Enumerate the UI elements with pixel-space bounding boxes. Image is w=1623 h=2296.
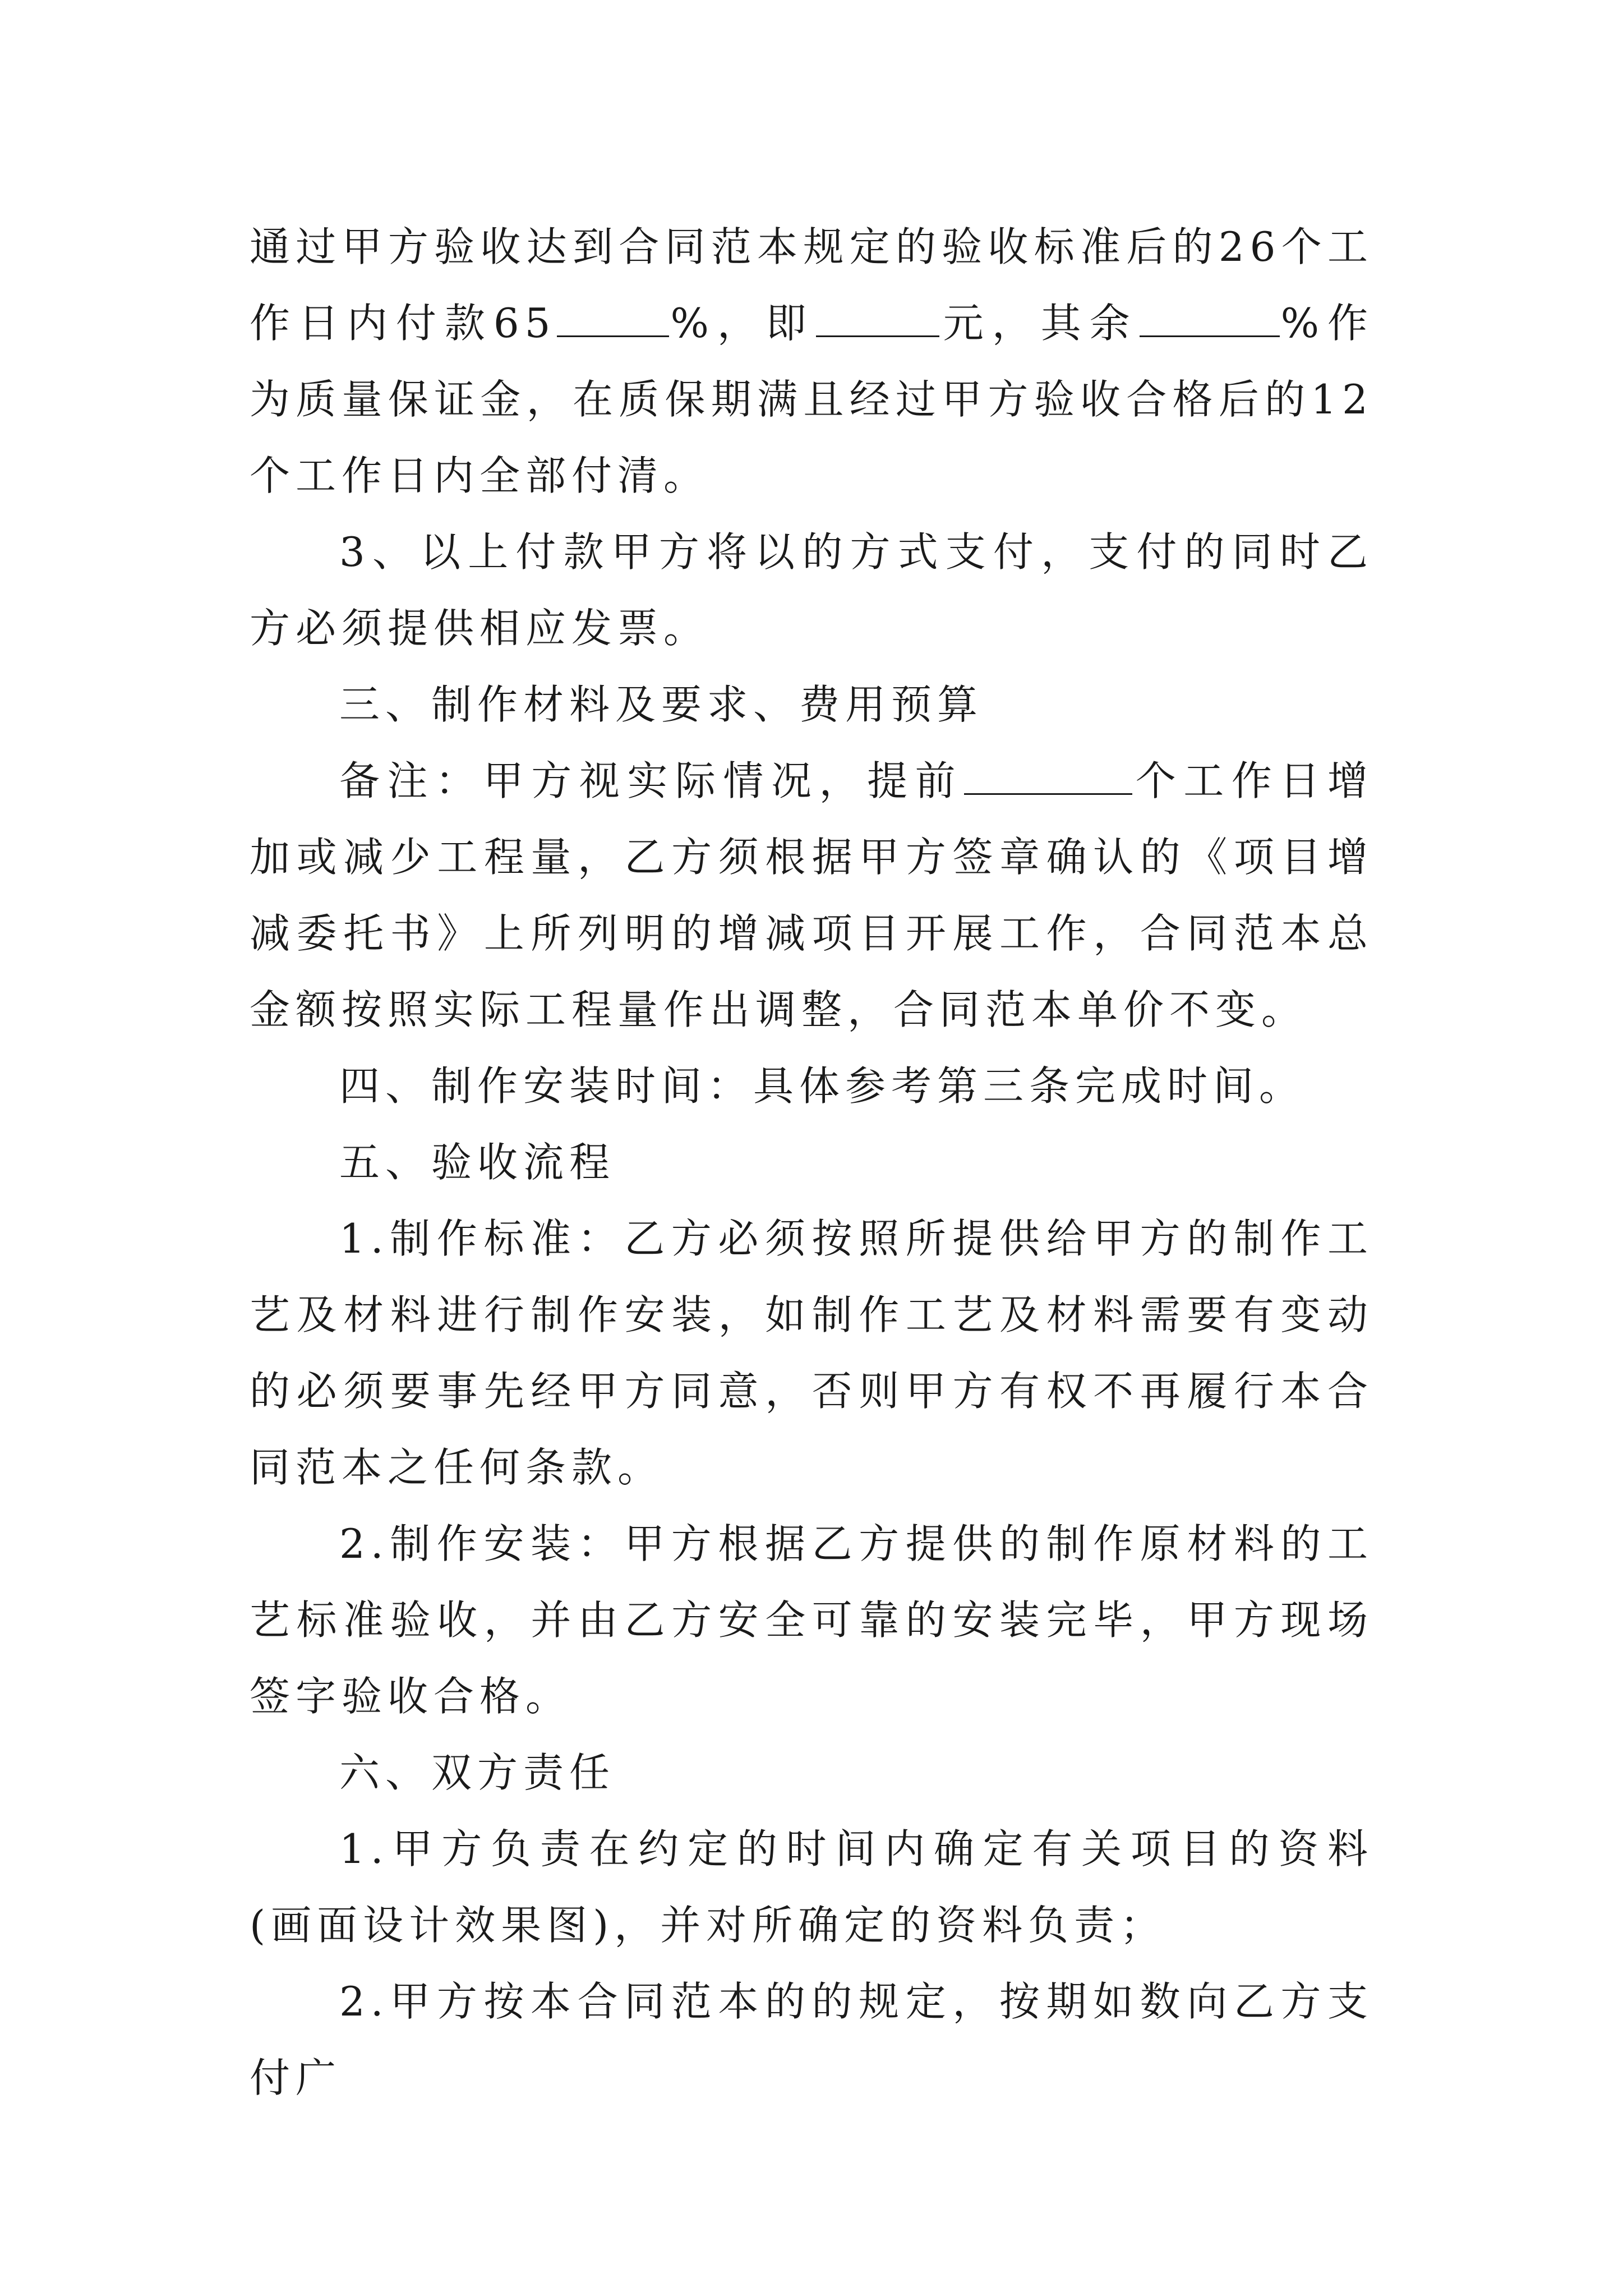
paragraph-party-a-duty-2: 2.甲方按本合同范本的的规定，按期如数向乙方支付广 <box>250 1978 1373 2101</box>
section-heading-install-time: 四、制作安装时间：具体参考第三条完成时间。 <box>339 1062 1306 1110</box>
remarks-text-a: 备注：甲方视实际情况，提前 <box>339 757 963 804</box>
section-heading-responsibilities: 六、双方责任 <box>339 1749 616 1796</box>
payment-text-d: %作为质量保证金，在质保期满且经过甲方验收合格后的12个工作日内全部付清。 <box>250 300 1373 499</box>
payment-text-c: 元，其余 <box>940 300 1138 347</box>
blank-percent-field[interactable] <box>557 302 669 337</box>
section-heading-acceptance: 五、验收流程 <box>339 1139 616 1186</box>
payment-text-b: %，即 <box>670 300 815 347</box>
paragraph-production-standard: 1.制作标准：乙方必须按照所提供给甲方的制作工艺及材料进行制作安装，如制作工艺及材料需要有变动的必须要事先经甲方同意，否则甲方有权不再履行本合同范本之任何条款。 <box>250 1215 1373 1491</box>
paragraph-payment-method: 3、以上付款甲方将以的方式支付，支付的同时乙方必须提供相应发票。 <box>250 528 1373 652</box>
blank-days-field[interactable] <box>964 760 1132 795</box>
paragraph-payment-terms <box>250 209 1373 514</box>
paragraph-installation: 2.制作安装：甲方根据乙方提供的制作原材料的工艺标准验收，并由乙方安全可靠的安装完毕，甲方现场签字验收合格。 <box>250 1520 1373 1720</box>
remarks-text-b: 个工作日增加或减少工程量，乙方须根据甲方签章确认的《项目增减委托书》上所列明的增减项目开展工作，合同范本总金额按照实际工程量作出调整，合同范本单价不变。 <box>250 757 1373 1033</box>
paragraph-party-a-duty-1: 1.甲方负责在约定的时间内确定有关项目的资料(画面设计效果图)，并对所确定的资料负责； <box>250 1825 1373 1949</box>
document-body <box>250 209 1373 2116</box>
blank-remaining-percent-field[interactable] <box>1140 302 1280 337</box>
section-heading-materials: 三、制作材料及要求、费用预算 <box>339 681 984 728</box>
paragraph-remarks <box>250 743 1373 1048</box>
blank-amount-field[interactable] <box>816 302 939 337</box>
payment-text-a: 通过甲方验收达到合同范本规定的验收标准后的26个工作日内付款65 <box>250 223 1373 347</box>
